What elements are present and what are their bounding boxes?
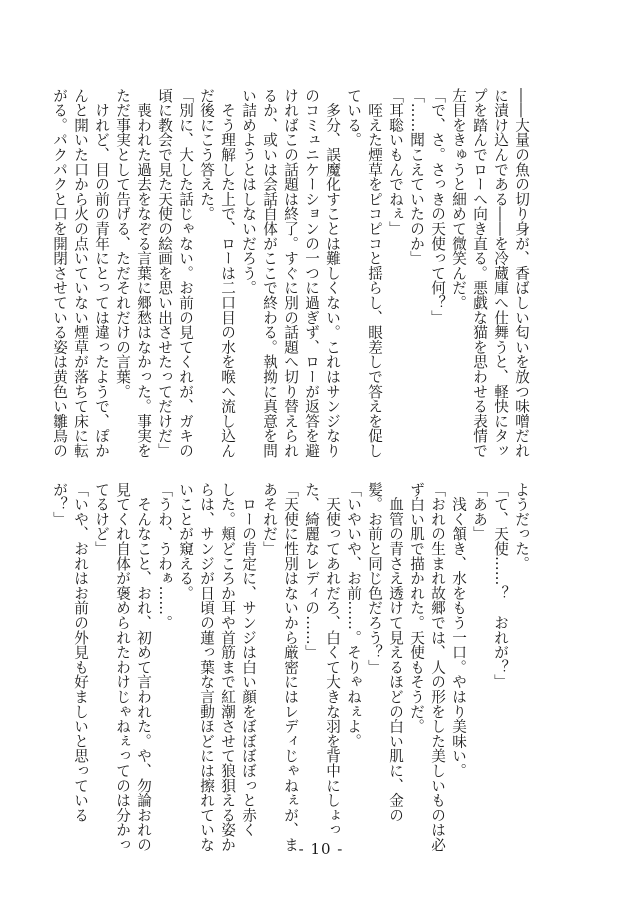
- text-line: 咥えた煙草をピコピコと揺らし、眼差しで答えを促し: [366, 88, 383, 458]
- text-line: 「ああ」: [471, 482, 488, 542]
- text-line: のコミュニケーションの一つに過ぎず、ローが返答を避: [303, 88, 320, 458]
- text-line: てるけど」: [93, 482, 110, 556]
- text-line: いことが窺える。: [177, 482, 194, 601]
- text-line: 「耳聡いもんでねぇ」: [387, 88, 404, 236]
- text-line: た、綺麗なレディの……」: [303, 482, 320, 660]
- text-line: が？」: [51, 482, 68, 527]
- text-line: だ後にこう答えた。: [198, 88, 215, 222]
- text-line: 天使ってあれだろ、白くて大きな羽を背中にしょっ: [324, 482, 341, 838]
- text-line: い詰めようとはしないだろう。: [240, 88, 257, 296]
- text-line: 「て、天使……？ おれが？」: [492, 482, 509, 690]
- text-line: ている。: [345, 88, 362, 148]
- text-line: 「いやいや、お前……。そりゃねぇよ。: [345, 482, 362, 749]
- text-line: らは、サンジが日頃の蓮っ葉な言動ほどには擦れていな: [198, 482, 215, 852]
- text-line: そんなこと、おれ、初めて言われた。や、勿論おれの: [135, 482, 152, 852]
- text-line: ただ事実として告げる、ただそれだけの言葉。: [114, 88, 131, 399]
- text-line: がる。パクパクと口を開閉させている姿は黄色い雛鳥の: [51, 88, 68, 458]
- text-line: 左目をきゅうと細めて微笑んだ。: [450, 88, 467, 310]
- text-line: あそれだ」: [261, 482, 278, 556]
- text-line: 浅く頷き、水をもう一口。やはり美味い。: [450, 482, 467, 778]
- text-line: ――大量の魚の切り身が、香ばしい匂いを放つ味噌だれ: [513, 88, 530, 458]
- text-line: ず白い肌で描かれた。天使もそうだ。: [408, 482, 425, 734]
- text-line: ローの肯定に、サンジは白い顔をぼぼぼぼっと赤く: [240, 482, 257, 838]
- text-line: るか、或いは会話自体がここで終わる。執拗に真意を問: [261, 88, 278, 458]
- text-line: 「天使に性別はないから厳密にはレディじゃねぇが、ま: [282, 482, 299, 852]
- text-line: 血管の青さえ透けて見えるほどの白い肌に、金の: [387, 482, 404, 823]
- text-line: そう理解した上で、ローは二口目の水を喉へ流し込ん: [219, 88, 236, 458]
- text-line: 見てくれ自体が褒められたわけじゃねぇってのは分かっ: [114, 482, 131, 852]
- text-line: 多分、誤魔化すことは難しくない。これはサンジなり: [324, 88, 341, 458]
- page-number: - 10 -: [298, 840, 344, 858]
- text-line: プを踏んでローへ向き直る。悪戯な猫を思わせる表情で: [471, 88, 488, 458]
- text-line: 「おれの生まれ故郷では、人の形をした美しいものは必: [429, 482, 446, 852]
- text-line: した。頬どころか耳や首筋まで紅潮させて狼狽える姿か: [219, 482, 236, 852]
- text-line: ければこの話題は終了。すぐに別の話題へ切り替えられ: [282, 88, 299, 458]
- text-line: に漬け込んである――を冷蔵庫へ仕舞うと、軽快にタッ: [492, 88, 509, 458]
- text-line: 「うわ、うわぁ……。: [156, 482, 173, 630]
- text-line: んと開いた口から火の点いていない煙草が落ちて床に転: [72, 88, 89, 458]
- text-line: 「いや、おれはお前の外見も好ましいと思っている: [72, 482, 89, 823]
- text-line: 「……聞こえていたのか」: [408, 88, 425, 266]
- text-line: 喪われた過去をなぞる言葉に郷愁はなかった。事実を: [135, 88, 152, 458]
- text-line: 「で、さ。さっきの天使って何？」: [429, 88, 446, 325]
- text-line: けれど、目の前の青年にとっては違ったようで、ぽか: [93, 88, 110, 458]
- text-line: 髪。お前と同じ色だろう？」: [366, 482, 383, 675]
- text-line: ようだった。: [513, 482, 530, 571]
- text-line: 頃に教会で見た天使の絵画を思い出させたってだけだ」: [156, 88, 173, 458]
- text-line: 「別に、大した話じゃない。お前の見てくれが、ガキの: [177, 88, 194, 458]
